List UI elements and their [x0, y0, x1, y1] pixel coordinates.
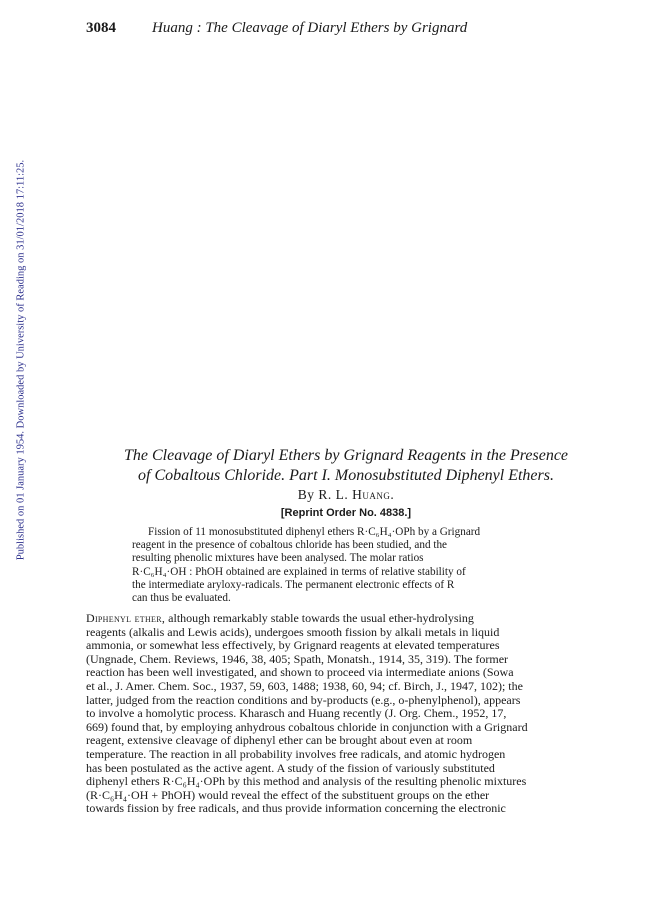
body-line: ammonia, or somewhat less effectively, by Grignard reagents at elevated temperatures	[86, 638, 500, 653]
body-line: diphenyl ethers R·C₆H₄·OPh by this method and analysis of the resulting phenolic mixtures	[86, 774, 527, 789]
body-line: (R·C₆H₄·OH + PhOH) would reveal the effect of the substituent groups on the ether	[86, 787, 490, 802]
download-watermark	[14, 150, 28, 570]
abstract-line: the intermediate aryloxy-radicals. The permanent electronic effects of R	[132, 578, 455, 591]
article-title	[86, 446, 606, 486]
article-title-line-2: of Cobaltous Chloride. Part I. Monosubstituted Diphenyl Ethers.	[138, 467, 554, 484]
download-watermark-text: Published on 01 January 1954. Downloaded by University of Reading on 31/01/2018 17:11:25.	[15, 159, 27, 561]
abstract-line: can thus be evaluated.	[132, 592, 231, 605]
page-number: 3084	[86, 20, 116, 36]
body-line: latter, judged from the reaction conditions and by-products (e.g., o-phenylphenol), appears	[86, 692, 521, 707]
body-lead-words: Diphenyl ether,	[86, 611, 166, 625]
abstract-line: Fission of 11 monosubstituted diphenyl ethers R·C₆H₄·OPh by a Grignard	[148, 526, 481, 538]
body-line: (Ungnade, Chem. Reviews, 1946, 38, 405; Spath, Monatsh., 1914, 35, 319). The former	[86, 651, 509, 666]
author-name: Huang.	[352, 487, 395, 502]
body-line: reaction has been well investigated, and shown to proceed via intermediate anions (Sowa	[86, 665, 514, 680]
body-line: towards fission by free radicals, and thus provide information concerning the electronic	[86, 801, 506, 816]
abstract-line: R·C₆H₄·OH : PhOH obtained are explained in terms of relative stability of	[132, 565, 466, 578]
article-title-line-1: The Cleavage of Diaryl Ethers by Grignard Reagents in the Presence	[123, 447, 569, 464]
abstract	[132, 526, 552, 605]
byline	[86, 487, 606, 503]
body-line: reagents (alkalis and Lewis acids), undergoes smooth fission by alkali metals in liquid	[86, 624, 500, 639]
body-text	[86, 612, 600, 816]
body-line: has been postulated as the active agent. A study of the fission of variously substituted	[86, 760, 495, 775]
running-header	[86, 20, 606, 37]
body-line: temperature. The reaction in all probability involves free radicals, and atomic hydrogen	[86, 746, 506, 761]
byline-prefix: By R. L.	[297, 487, 349, 502]
body-line: 669) found that, by employing anhydrous cobaltous chloride in conjunction with a Grignard	[86, 719, 528, 734]
body-line: to involve a homolytic process. Kharasch and Huang recently (J. Org. Chem., 1952, 17,	[86, 706, 507, 721]
abstract-line: resulting phenolic mixtures have been analysed. The molar ratios	[132, 552, 424, 565]
body-line: reagent, extensive cleavage of diphenyl ether can be brought about even at room	[86, 733, 473, 748]
reprint-order: [Reprint Order No. 4838.]	[280, 507, 412, 519]
running-title: Huang : The Cleavage of Diaryl Ethers by Grignard	[152, 20, 468, 36]
body-line	[86, 612, 600, 626]
abstract-line: reagent in the presence of cobaltous chloride has been studied, and the	[132, 539, 447, 552]
body-line: et al., J. Amer. Chem. Soc., 1937, 59, 603, 1488; 1938, 60, 94; cf. Birch, J., 1947, 102); the	[86, 678, 523, 693]
body-line-text: although remarkably stable towards the usual ether-hydrolysing	[165, 611, 474, 625]
